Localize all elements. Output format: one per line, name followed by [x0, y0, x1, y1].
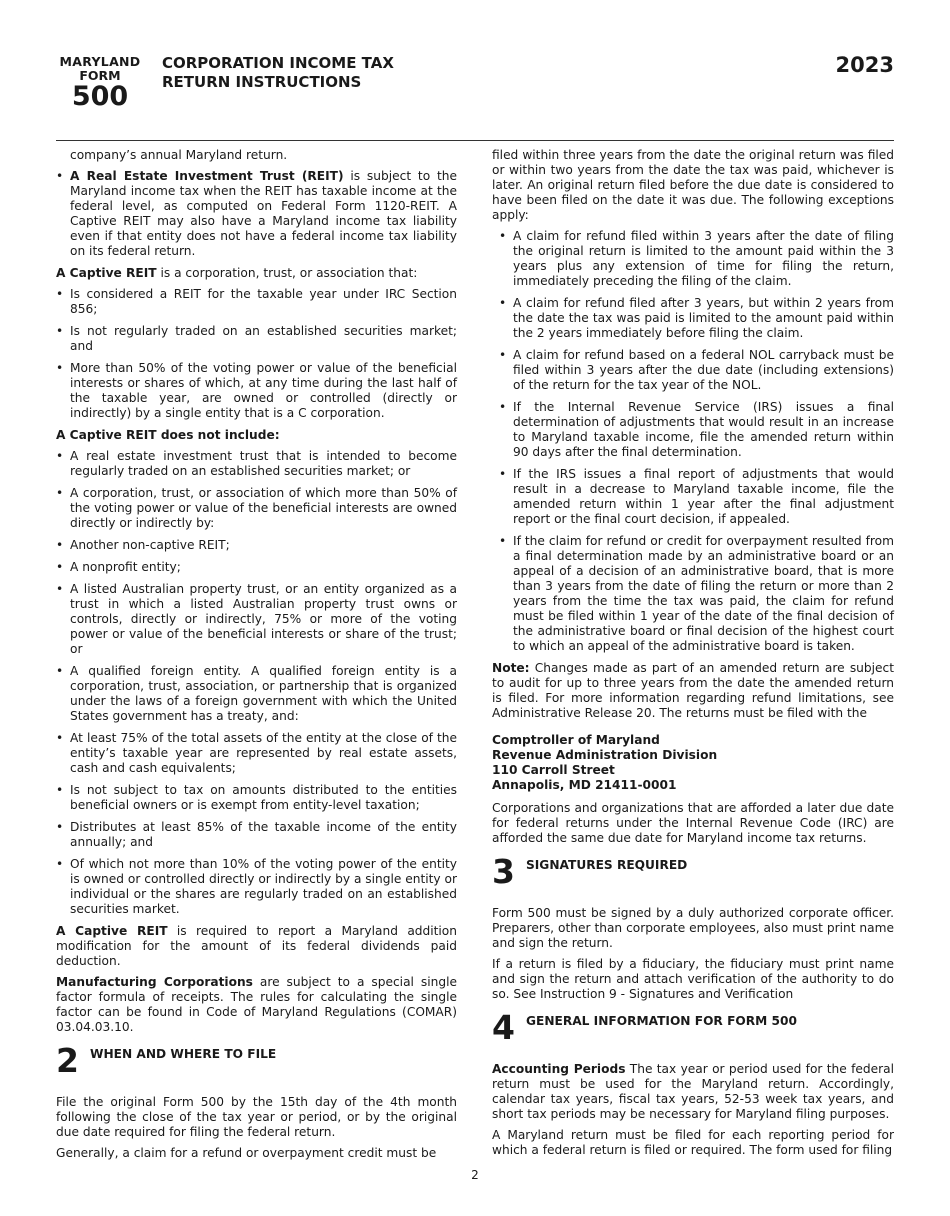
list-item: • Of which not more than 10% of the voting power of the entity is owned or controlled directly or indirectly by a single entity or individual or the shares are regularly traded on an established securities market. — [56, 857, 457, 917]
paragraph: File the original Form 500 by the 15th day of the 4th month following the close of the tax year or period, or by the original due date required for filing the federal return. — [56, 1095, 457, 1139]
list-item: • A nonprofit entity; — [56, 560, 457, 575]
accounting-periods-text: The tax year or period used for the federal return must be used for the Maryland return. Accordingly, calendar tax years, fiscal tax years, 52-53 week tax years, and short tax periods may be necessary for Maryland filing purposes. — [492, 1062, 894, 1121]
section-title: WHEN AND WHERE TO FILE — [90, 1047, 277, 1061]
list-item: • Another non-captive REIT; — [56, 538, 457, 553]
addition-text: is required to report a Maryland addition modification for the amount of its federal dividends paid deduction. — [56, 924, 457, 968]
left-column — [56, 148, 457, 1167]
list-item: • A real estate investment trust that is intended to become regularly traded on an established securities market; or — [56, 449, 457, 479]
form-label: FORM — [79, 68, 121, 83]
captive-term: A Captive REIT — [56, 266, 157, 280]
list-item: • Distributes at least 85% of the taxable income of the entity annually; and — [56, 820, 457, 850]
paragraph: If a return is filed by a fiduciary, the fiduciary must print name and sign the return and attach verification of the authority to do so. See Instruction 9 - Signatures and Verification — [492, 957, 894, 1001]
section-2-heading — [56, 1041, 457, 1080]
address-line: 110 Carroll Street — [492, 763, 615, 777]
mailing-address — [492, 733, 894, 793]
not-include-heading — [56, 428, 457, 443]
list-item: • A claim for refund based on a federal NOL carryback must be filed within 3 years after the due date (including extensions) of the return for the tax year of the NOL. — [492, 348, 894, 393]
address-line: Annapolis, MD 21411-0001 — [492, 778, 677, 792]
list-item: • A qualified foreign entity. A qualified foreign entity is a corporation, trust, association, or partnership that is organized under the laws of a foreign government with which the United States government has a treaty, and: — [56, 664, 457, 724]
list-item: • More than 50% of the voting power or value of the beneficial interests or shares of which, at any time during the last half of the taxable year, are owned or controlled (directly or indirectly) by a single entity that is a C corporation. — [56, 361, 457, 421]
captive-text: is a corporation, trust, or association that: — [156, 266, 418, 280]
section-3-heading — [492, 852, 894, 891]
continued-text: company’s annual Maryland return. — [70, 148, 288, 162]
paragraph: Corporations and organizations that are afforded a later due date for federal returns under the Internal Revenue Code (IRC) are afforded the same due date for Maryland income tax returns. — [492, 801, 894, 845]
section-number: 4 — [492, 1008, 515, 1047]
right-column — [492, 148, 894, 1164]
list-item: • Is not regularly traded on an established securities market; and — [56, 324, 457, 354]
paragraph: A Maryland return must be filed for each reporting period for which a federal return is filed or required. The form used for filing — [492, 1128, 894, 1157]
continued-text: filed within three years from the date the original return was filed or within two years from the date the tax was paid, whichever is later. An original return filed before the due date is considered to have been filed on the date it was due. The following exceptions apply: — [492, 148, 894, 222]
accounting-periods-term: Accounting Periods — [492, 1062, 626, 1076]
paragraph: Form 500 must be signed by a duly authorized corporate officer. Preparers, other than corporate employees, also must print name and sign the return. — [492, 906, 894, 950]
list-item: • A claim for refund filed within 3 years after the date of filing the original return is limited to the amount paid within the 3 years plus any extension of time for filing the return, immediately preceding the filing of the claim. — [492, 229, 894, 289]
section-title: SIGNATURES REQUIRED — [526, 858, 688, 872]
accounting-periods-paragraph — [492, 1062, 894, 1122]
form-id-block — [56, 54, 144, 111]
list-item: • A claim for refund filed after 3 years, but within 2 years from the date the tax was paid is limited to the amount paid within the 2 years immediately before filing the claim. — [492, 296, 894, 341]
list-item: • If the IRS issues a final report of adjustments that would result in a decrease to Maryland taxable income, file the amended return within 1 year after the final adjustment report or the final court decision, if appealed. — [492, 467, 894, 527]
paragraph: Generally, a claim for a refund or overpayment credit must be — [56, 1146, 437, 1160]
list-item: • At least 75% of the total assets of the entity at the close of the entity’s taxable year are represented by real estate assets, cash and cash equivalents; — [56, 731, 457, 776]
section-title: GENERAL INFORMATION FOR FORM 500 — [526, 1014, 797, 1028]
list-item: • A listed Australian property trust, or an entity organized as a trust in which a listed Australian property trust owns or controls, directly or indirectly, 75% or more of the voting power or value of the beneficial interests or share of the trust; or — [56, 582, 457, 657]
section-number: 3 — [492, 852, 515, 891]
address-line: Revenue Administration Division — [492, 748, 718, 762]
state-label: MARYLAND — [59, 54, 141, 69]
section-4-heading — [492, 1008, 894, 1047]
list-item: • If the Internal Revenue Service (IRS) issues a final determination of adjustments that would result in an increase to Maryland taxable income, file the amended return within 90 days after the final determination. — [492, 400, 894, 460]
list-item: • If the claim for refund or credit for overpayment resulted from a final determination made by an administrative board or an appeal of a decision of an administrative board, that is more than 3 years from the date of filing the return or more than 2 years from the time the tax was paid, the claim for refund must be filed within 1 year of the date of the final decision of the administrative board or final decision of the highest court to which an appeal of the administrative board is taken. — [492, 534, 894, 654]
list-item: • A corporation, trust, or association of which more than 50% of the voting power or value of the beneficial interests are owned directly or indirectly by: — [56, 486, 457, 531]
document-title — [162, 54, 394, 91]
page-number: 2 — [471, 1168, 479, 1182]
reit-bullet — [56, 169, 457, 259]
not-include-heading-text: A Captive REIT does not include: — [56, 428, 280, 442]
header-divider — [56, 140, 894, 141]
list-item: • Is not subject to tax on amounts distributed to the entities beneficial owners or is exempt from entity-level taxation; — [56, 783, 457, 813]
note-label: Note: — [492, 661, 530, 675]
tax-year: 2023 — [835, 53, 894, 77]
manufacturing-term: Manufacturing Corporations — [56, 975, 253, 989]
addition-term: A Captive REIT — [56, 924, 168, 938]
manufacturing-text: are subject to a special single factor formula of receipts. The rules for calculating the single factor can be found in Code of Maryland Regulations (COMAR) 03.04.03.10. — [56, 975, 457, 1034]
address-line: Comptroller of Maryland — [492, 733, 660, 747]
note-text: Changes made as part of an amended return are subject to audit for up to three years from the date the amended return is filed. For more information regarding refund limitations, see Administrative Release 20. The returns must be filed with the — [492, 661, 894, 720]
form-number: 500 — [71, 81, 129, 112]
addition-paragraph — [56, 924, 457, 969]
manufacturing-paragraph — [56, 975, 457, 1035]
title-line-2: RETURN INSTRUCTIONS — [162, 72, 362, 91]
note-paragraph — [492, 661, 894, 721]
reit-term: A Real Estate Investment Trust (REIT) — [70, 169, 344, 183]
title-line-1: CORPORATION INCOME TAX — [162, 54, 394, 72]
section-number: 2 — [56, 1041, 79, 1080]
captive-intro — [56, 266, 457, 281]
reit-text: is subject to the Maryland income tax when the REIT has taxable income at the federal level, as computed on Federal Form 1120-REIT. A Captive REIT may also have a Maryland income tax liability even if that entity does not have a federal income tax liability on its federal return. — [70, 169, 457, 258]
list-item: • Is considered a REIT for the taxable year under IRC Section 856; — [56, 287, 457, 317]
